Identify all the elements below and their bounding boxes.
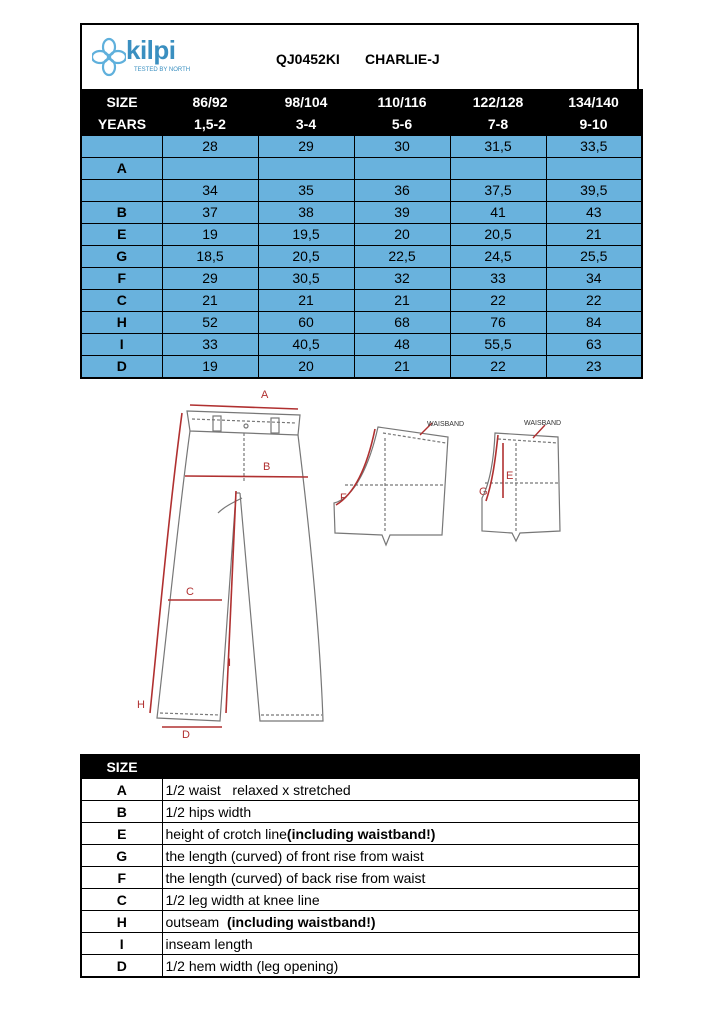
size-row xyxy=(81,290,642,312)
legend-key: F xyxy=(81,867,162,889)
measure-value: 21 xyxy=(354,290,450,312)
measure-value: 21 xyxy=(162,290,258,312)
measure-value: 68 xyxy=(354,312,450,334)
legend-key: G xyxy=(81,845,162,867)
label-c: C xyxy=(186,586,194,598)
measure-value: 39 xyxy=(354,202,450,224)
measure-i-line xyxy=(226,491,236,713)
measure-value: 39,5 xyxy=(546,180,642,202)
legend-note: (including waistband!) xyxy=(286,825,436,842)
side-view-back xyxy=(482,433,560,541)
measure-value: 34 xyxy=(162,180,258,202)
legend-text: the length (curved) of back rise from waist xyxy=(165,869,426,886)
measure-key: H xyxy=(81,312,162,334)
size-table-body xyxy=(81,136,642,379)
measure-value: 22 xyxy=(450,290,546,312)
legend-key: I xyxy=(81,933,162,955)
legend-description xyxy=(162,889,639,911)
size-row xyxy=(81,356,642,379)
legend-text: outseam xyxy=(165,913,227,930)
measure-value: 40,5 xyxy=(258,334,354,356)
years-header-row xyxy=(81,113,642,136)
legend-body xyxy=(81,779,639,978)
legend-row xyxy=(81,911,639,933)
header-cell: 86/92 xyxy=(162,90,258,113)
header-cell: 1,5-2 xyxy=(162,113,258,136)
header-cell: 110/116 xyxy=(354,90,450,113)
measure-value: 19 xyxy=(162,224,258,246)
size-row xyxy=(81,180,642,202)
legend-key: B xyxy=(81,801,162,823)
measure-value xyxy=(546,158,642,180)
legend-description xyxy=(162,955,639,978)
measure-value: 19,5 xyxy=(258,224,354,246)
measure-key: C xyxy=(81,290,162,312)
measure-key: F xyxy=(81,268,162,290)
label-g: G xyxy=(479,486,488,498)
side-view-front xyxy=(334,427,448,545)
measure-value: 60 xyxy=(258,312,354,334)
measure-value: 23 xyxy=(546,356,642,379)
measure-value xyxy=(162,158,258,180)
header-cell: SIZE xyxy=(81,90,162,113)
label-b: B xyxy=(263,461,271,473)
label-e: E xyxy=(506,470,514,482)
legend-description xyxy=(162,911,639,933)
legend-description xyxy=(162,867,639,889)
label-a: A xyxy=(261,389,269,401)
measure-value: 32 xyxy=(354,268,450,290)
product-code: QJ0452KI xyxy=(276,51,340,67)
label-h: H xyxy=(137,699,145,711)
legend-row xyxy=(81,955,639,978)
size-row xyxy=(81,268,642,290)
measure-value: 20 xyxy=(354,224,450,246)
size-row xyxy=(81,246,642,268)
measure-value: 31,5 xyxy=(450,136,546,158)
size-table xyxy=(80,89,643,379)
chart-header xyxy=(80,23,639,89)
measure-value: 25,5 xyxy=(546,246,642,268)
measure-key: B xyxy=(81,202,162,224)
pants-outline xyxy=(157,411,323,721)
size-row xyxy=(81,312,642,334)
measure-value: 21 xyxy=(258,290,354,312)
label-i: I xyxy=(228,657,232,669)
legend-row xyxy=(81,801,639,823)
waistband-label-front: WAISBAND xyxy=(427,421,465,428)
measure-value: 22,5 xyxy=(354,246,450,268)
measure-value: 37 xyxy=(162,202,258,224)
measure-value: 30,5 xyxy=(258,268,354,290)
header-cell: 7-8 xyxy=(450,113,546,136)
measure-value xyxy=(354,158,450,180)
legend-header-row xyxy=(81,755,639,779)
label-f: F xyxy=(340,492,347,504)
measure-value: 33 xyxy=(450,268,546,290)
measure-value: 76 xyxy=(450,312,546,334)
legend-description xyxy=(162,823,639,845)
legend-header: SIZE xyxy=(81,755,162,779)
size-header-row xyxy=(81,90,642,113)
legend-note: (including waistband!) xyxy=(226,913,376,930)
brand-logo xyxy=(92,37,202,81)
header-cell: 122/128 xyxy=(450,90,546,113)
measure-b-line xyxy=(185,476,308,477)
measure-key xyxy=(81,136,162,158)
measure-a-line xyxy=(190,405,298,409)
measure-value: 63 xyxy=(546,334,642,356)
brand-tagline: TESTED BY NORTH xyxy=(134,67,191,73)
measure-value: 22 xyxy=(546,290,642,312)
legend-key: E xyxy=(81,823,162,845)
measure-value: 55,5 xyxy=(450,334,546,356)
measure-h-line xyxy=(150,413,182,713)
size-row xyxy=(81,202,642,224)
legend-description xyxy=(162,933,639,955)
measure-value: 19 xyxy=(162,356,258,379)
legend-text: 1/2 hips width xyxy=(165,803,252,820)
measure-value: 28 xyxy=(162,136,258,158)
measure-value: 35 xyxy=(258,180,354,202)
measure-value: 34 xyxy=(546,268,642,290)
label-d: D xyxy=(182,729,190,741)
pants-diagram xyxy=(120,383,580,743)
legend-text: inseam length xyxy=(165,935,253,952)
header-cell: YEARS xyxy=(81,113,162,136)
legend-key: A xyxy=(81,779,162,801)
legend-key: C xyxy=(81,889,162,911)
measure-key: I xyxy=(81,334,162,356)
legend-row xyxy=(81,823,639,845)
header-cell: 3-4 xyxy=(258,113,354,136)
measurement-labels xyxy=(137,389,513,741)
measure-value: 24,5 xyxy=(450,246,546,268)
size-row xyxy=(81,158,642,180)
header-cell: 134/140 xyxy=(546,90,642,113)
measure-value: 20 xyxy=(258,356,354,379)
measure-value: 29 xyxy=(162,268,258,290)
measure-value: 21 xyxy=(546,224,642,246)
measure-key: A xyxy=(81,158,162,180)
legend-text: the length (curved) of front rise from waist xyxy=(165,847,424,864)
measure-key: G xyxy=(81,246,162,268)
measure-value: 52 xyxy=(162,312,258,334)
kilpi-knot-icon xyxy=(92,37,126,77)
measurement-legend xyxy=(80,754,640,978)
legend-row xyxy=(81,889,639,911)
measure-value: 22 xyxy=(450,356,546,379)
legend-description xyxy=(162,779,639,801)
measure-value xyxy=(450,158,546,180)
measure-value: 18,5 xyxy=(162,246,258,268)
header-cell: 98/104 xyxy=(258,90,354,113)
measure-value: 43 xyxy=(546,202,642,224)
measure-value xyxy=(258,158,354,180)
measure-value: 33 xyxy=(162,334,258,356)
legend-key: H xyxy=(81,911,162,933)
legend-row xyxy=(81,845,639,867)
measure-value: 36 xyxy=(354,180,450,202)
measure-value: 30 xyxy=(354,136,450,158)
measure-value: 20,5 xyxy=(450,224,546,246)
brand-name: kilpi xyxy=(126,35,176,65)
header-cell: 9-10 xyxy=(546,113,642,136)
measure-value: 48 xyxy=(354,334,450,356)
legend-text: 1/2 leg width at knee line xyxy=(165,891,320,908)
measure-key: D xyxy=(81,356,162,379)
measure-value: 21 xyxy=(354,356,450,379)
legend-header-blank xyxy=(162,755,639,779)
measure-value: 84 xyxy=(546,312,642,334)
legend-row xyxy=(81,779,639,801)
measure-value: 33,5 xyxy=(546,136,642,158)
legend-row xyxy=(81,933,639,955)
legend-description xyxy=(162,801,639,823)
waistband-label-back: WAISBAND xyxy=(524,420,562,427)
measure-key xyxy=(81,180,162,202)
product-name: CHARLIE-J xyxy=(365,51,440,67)
size-row xyxy=(81,136,642,158)
legend-text: height of crotch line xyxy=(165,825,287,842)
size-row xyxy=(81,334,642,356)
measure-value: 20,5 xyxy=(258,246,354,268)
legend-key: D xyxy=(81,955,162,978)
measure-value: 37,5 xyxy=(450,180,546,202)
size-row xyxy=(81,224,642,246)
measure-value: 38 xyxy=(258,202,354,224)
measure-key: E xyxy=(81,224,162,246)
measure-value: 41 xyxy=(450,202,546,224)
legend-text: 1/2 waist relaxed x stretched xyxy=(165,781,351,798)
header-cell: 5-6 xyxy=(354,113,450,136)
legend-text: 1/2 hem width (leg opening) xyxy=(165,957,339,974)
legend-description xyxy=(162,845,639,867)
legend-row xyxy=(81,867,639,889)
measure-value: 29 xyxy=(258,136,354,158)
